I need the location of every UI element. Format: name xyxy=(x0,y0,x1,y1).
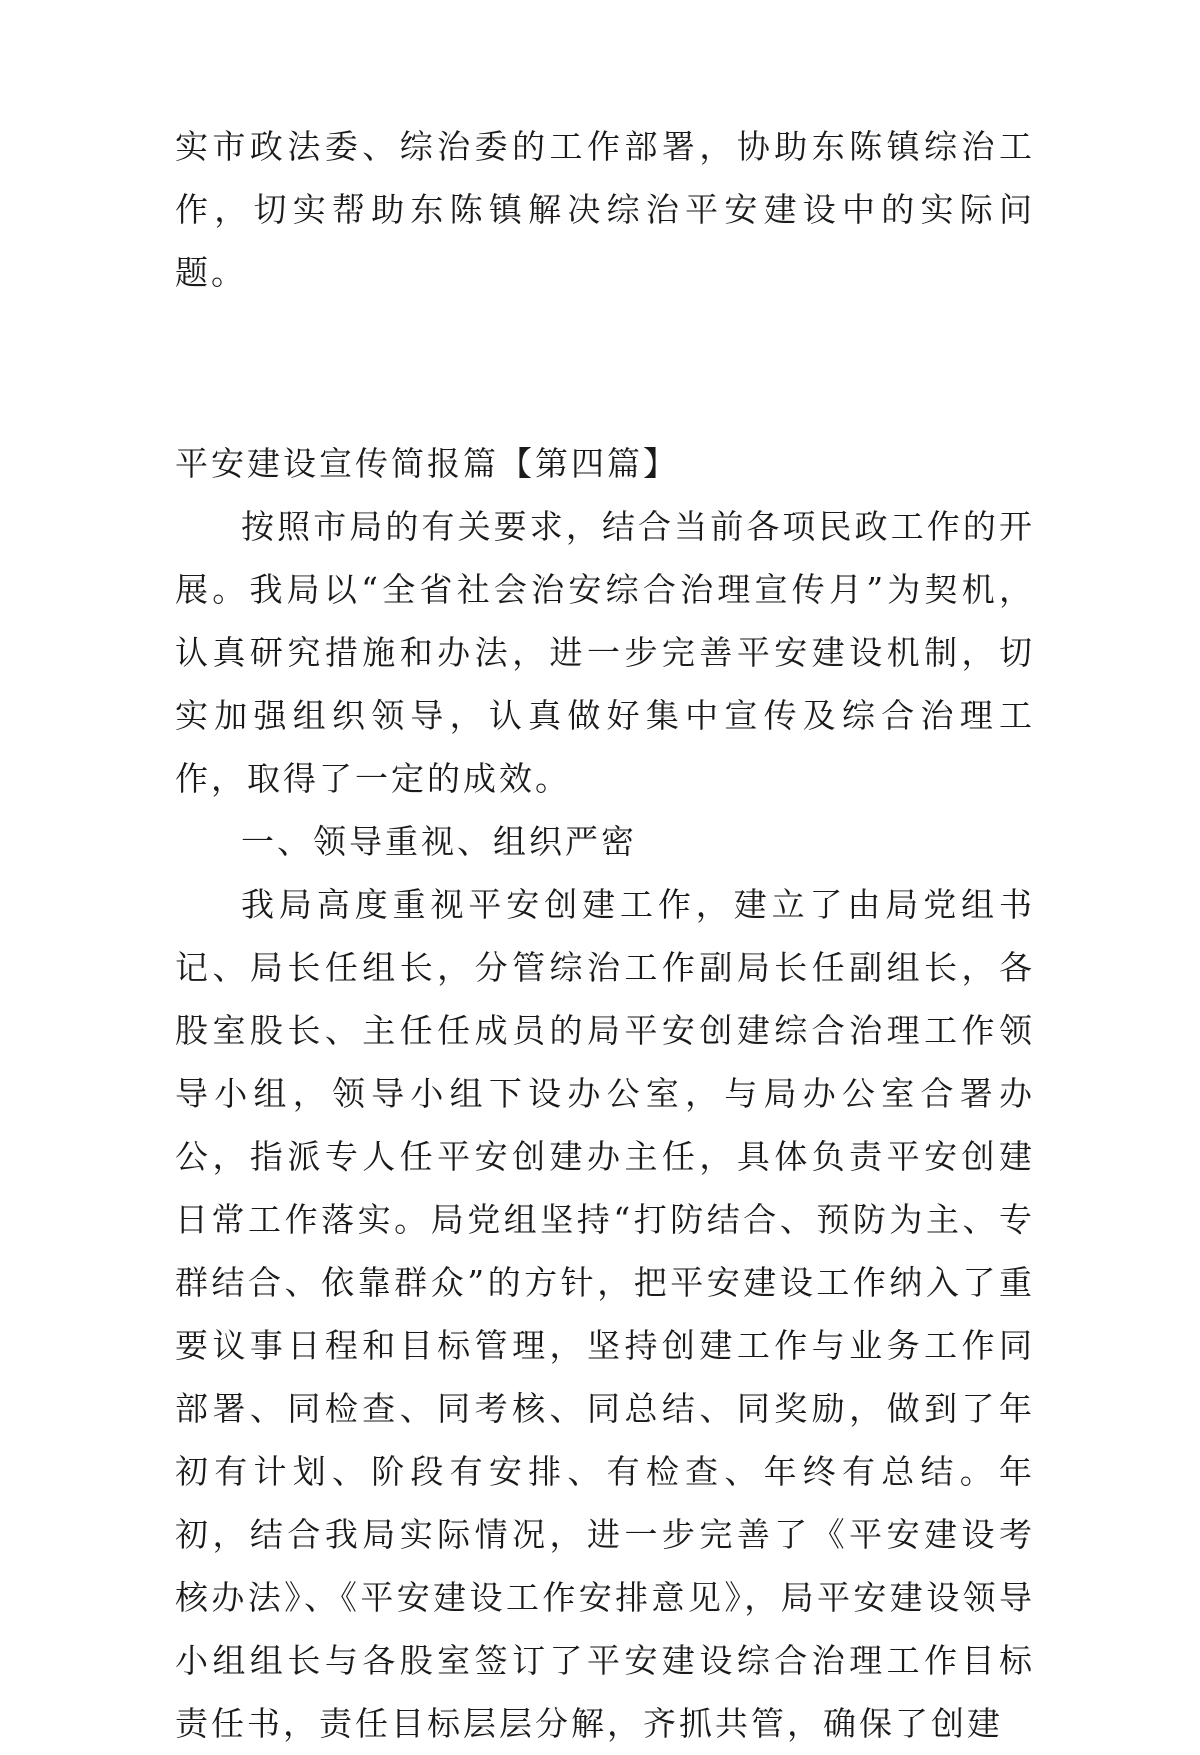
fragment-paragraph: 实市政法委、综治委的工作部署，协助东陈镇综治工作，切实帮助东陈镇解决综治平安建设中的实际问题。 xyxy=(175,127,1035,292)
section-title: 平安建设宣传简报篇【第四篇】 xyxy=(175,444,679,483)
intro-paragraph: 按照市局的有关要求，结合当前各项民政工作的开展。我局以“全省社会治安综合治理宣传月”为契机，认真研究措施和办法，进一步完善平安建设机制，切实加强组织领导，认真做好集中宣传及综合治理工作，取得了一定的成效。 xyxy=(175,507,1035,798)
body-paragraph: 我局高度重视平安创建工作，建立了由局党组书记、局长任组长，分管综治工作副局长任副组长，各股室股长、主任任成员的局平安创建综合治理工作领导小组，领导小组下设办公室，与局办公室合署办公，指派专人任平安创建办主任，具体负责平安创建日常工作落实。局党组坚持“打防结合、预防为主、专群结合、依靠群众”的方针，把平安建设工作纳入了重要议事日程和目标管理，坚持创建工作与业务工作同部署、同检查、同考核、同总结、同奖励，做到了年初有计划、阶段有安排、有检查、年终有总结。年初，结合我局实际情况，进一步完善了《平安建设考核办法》、《平安建设工作安排意见》，局平安建设领导小组组长与各股室签订了平安建设综合治理工作目标责任书，责任目标层层分解，齐抓共管，确保了创建 xyxy=(175,885,1035,1743)
subheading-leadership: 一、领导重视、组织严密 xyxy=(241,822,637,861)
section-body xyxy=(175,432,1035,1755)
previous-section-fragment xyxy=(175,115,1035,304)
